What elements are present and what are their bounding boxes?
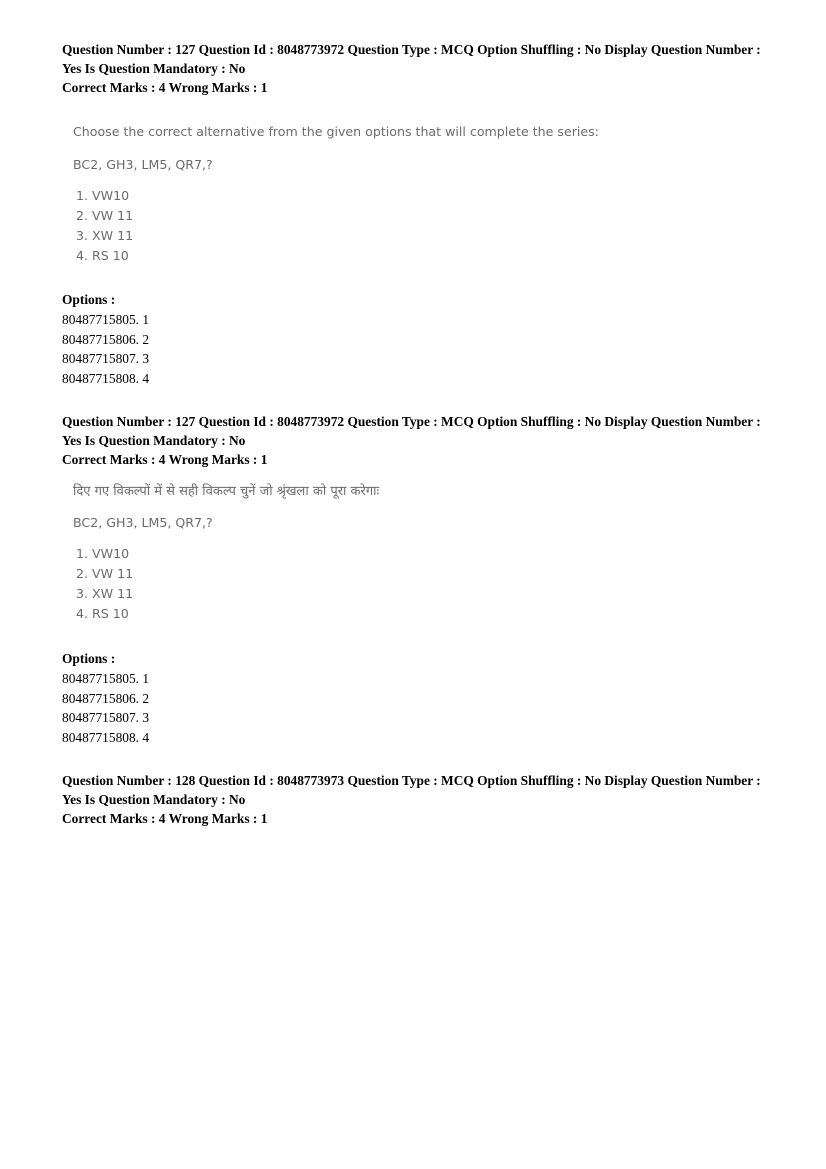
- option-item: 80487715806. 2: [62, 331, 150, 347]
- question-image: [73, 481, 379, 624]
- question-mandatory-line: Yes Is Question Mandatory : No: [62, 61, 246, 76]
- question-meta-line: Question Number : 127 Question Id : 8048773972 Question Type : MCQ Option Shuffling : No Display Question Number :: [62, 42, 761, 57]
- option-item: 80487715808. 4: [62, 371, 150, 387]
- choice-list: [73, 186, 599, 266]
- question-meta-line: Question Number : 127 Question Id : 8048773972 Question Type : MCQ Option Shuffling : No Display Question Number :: [62, 414, 761, 429]
- choice-item: 4. RS 10: [76, 606, 129, 621]
- options-heading: Options :: [62, 651, 116, 666]
- options-section: [62, 290, 149, 389]
- question-header: [62, 771, 782, 828]
- choice-item: 4. RS 10: [76, 248, 129, 263]
- option-item: 80487715808. 4: [62, 730, 150, 746]
- option-item: 80487715805. 1: [62, 311, 150, 327]
- question-mandatory-line: Yes Is Question Mandatory : No: [62, 433, 246, 448]
- question-series: BC2, GH3, LM5, QR7,?: [73, 157, 213, 172]
- marks-line: Correct Marks : 4 Wrong Marks : 1: [62, 811, 268, 826]
- question-header: [62, 40, 782, 97]
- choice-list: [73, 544, 379, 624]
- question-header: [62, 412, 782, 469]
- choice-item: 3. XW 11: [76, 228, 134, 243]
- choice-item: 3. XW 11: [76, 586, 134, 601]
- question-series: BC2, GH3, LM5, QR7,?: [73, 515, 213, 530]
- option-item: 80487715806. 2: [62, 690, 150, 706]
- question-text: Choose the correct alternative from the given options that will complete the series:: [73, 124, 599, 139]
- marks-line: Correct Marks : 4 Wrong Marks : 1: [62, 80, 268, 95]
- question-image: [73, 124, 599, 266]
- question-meta-line: Question Number : 128 Question Id : 8048773973 Question Type : MCQ Option Shuffling : No Display Question Number :: [62, 773, 761, 788]
- option-item: 80487715807. 3: [62, 710, 150, 726]
- option-item: 80487715805. 1: [62, 670, 150, 686]
- choice-item: 2. VW 11: [76, 566, 134, 581]
- options-heading: Options :: [62, 292, 116, 307]
- marks-line: Correct Marks : 4 Wrong Marks : 1: [62, 452, 268, 467]
- choice-item: 2. VW 11: [76, 208, 134, 223]
- question-text: दिए गए विकल्पों में से सही विकल्प चुनें जो श्रृंखला को पूरा करेगाः: [73, 484, 380, 499]
- option-item: 80487715807. 3: [62, 351, 150, 367]
- options-section: [62, 649, 149, 748]
- choice-item: 1. VW10: [76, 546, 130, 561]
- choice-item: 1. VW10: [76, 188, 130, 203]
- question-mandatory-line: Yes Is Question Mandatory : No: [62, 792, 246, 807]
